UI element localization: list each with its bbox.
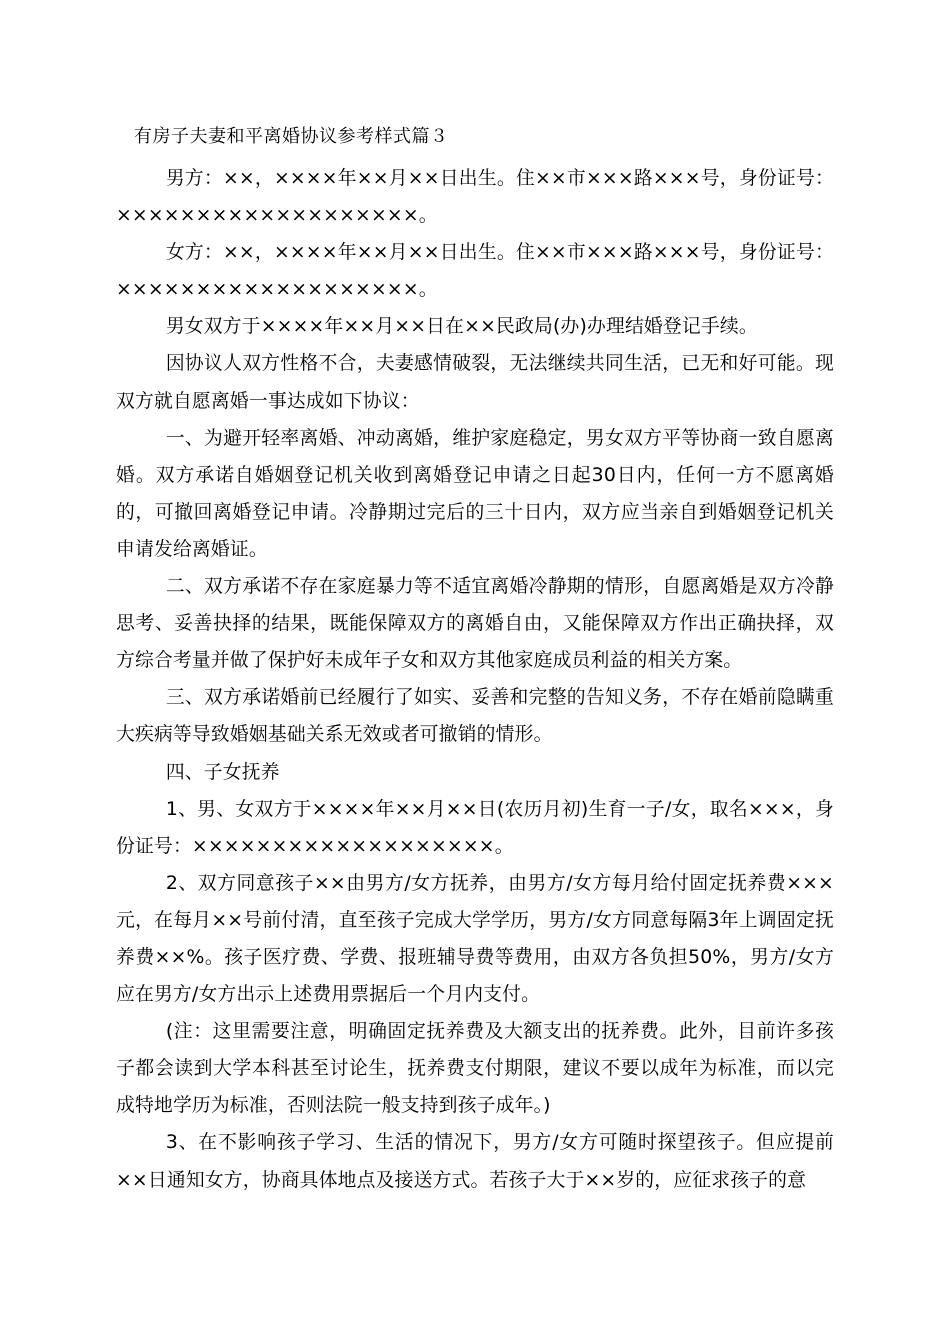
paragraph-male-party: 男方：××，××××年××月××日出生。住××市×××路×××号，身份证号：×××××××××××××××××××。 xyxy=(116,168,834,227)
paragraph-child-item-3: 3、在不影响孩子学习、生活的情况下，男方/女方可随时探望孩子。但应提前××日通知女方，协商具体地点及接送方式。若孩子大于××岁的，应征求孩子的意 xyxy=(116,1132,834,1191)
paragraph-child-item-2: 2、双方同意孩子××由男方/女方抚养，由男方/女方每月给付固定抚养费×××元，在每月××号前付清，直至孩子完成大学学历，男方/女方同意每隔3年上调固定抚养费××%。孩子医疗费、学费、报班辅导费等费用，由双方各负担50%，男方/女方应在男方/女方出示上述费用票据后一个月内支付。 xyxy=(116,872,834,1006)
paragraph-clause-1: 一、为避开轻率离婚、冲动离婚，维护家庭稳定，男女双方平等协商一致自愿离婚。双方承诺自婚姻登记机关收到离婚登记申请之日起30日内，任何一方不愿离婚的，可撤回离婚登记申请。冷静期过完后的三十日内，双方应当亲自到婚姻登记机关申请发给离婚证。 xyxy=(116,427,834,560)
paragraph-reason: 因协议人双方性格不合，夫妻感情破裂，无法继续共同生活，已无和好可能。现双方就自愿离婚一事达成如下协议： xyxy=(116,353,834,412)
paragraph-clause-3: 三、双方承诺婚前已经履行了如实、妥善和完整的告知义务，不存在婚前隐瞒重大疾病等导致婚姻基础关系无效或者可撤销的情形。 xyxy=(116,687,834,746)
document-body xyxy=(116,160,834,1199)
section-heading-child-support: 四、子女抚养 xyxy=(165,761,280,783)
paragraph-child-item-1: 1、男、女双方于××××年××月××日(农历月初)生育一子/女，取名×××，身份证号：×××××××××××××××××××。 xyxy=(116,798,834,857)
document-title: 有房子夫妻和平离婚协议参考样式篇３ xyxy=(134,126,449,147)
paragraph-note: (注：这里需要注意，明确固定抚养费及大额支出的抚养费。此外，目前许多孩子都会读到大学本科甚至讨论生，抚养费支付期限，建议不要以成年为标准，而以完成特地学历为标准，否则法院一般支持到孩子成年。) xyxy=(116,1021,834,1117)
paragraph-marriage-registration: 男女双方于××××年××月××日在××民政局(办)办理结婚登记手续。 xyxy=(165,316,758,338)
paragraph-clause-2: 二、双方承诺不存在家庭暴力等不适宜离婚冷静期的情形，自愿离婚是双方冷静思考、妥善抉择的结果，既能保障双方的离婚自由，又能保障双方作出正确抉择，双方综合考量并做了保护好未成年子女和双方其他家庭成员利益的相关方案。 xyxy=(116,576,834,672)
paragraph-female-party: 女方：××，××××年××月××日出生。住××市×××路×××号，身份证号：×××××××××××××××××××。 xyxy=(116,242,834,301)
